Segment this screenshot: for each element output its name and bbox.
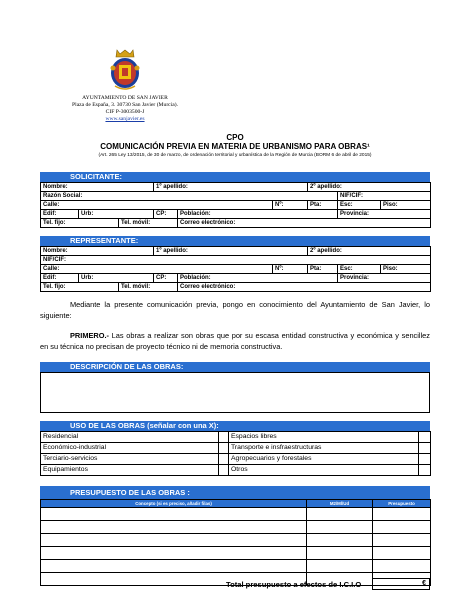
m2-cell[interactable] xyxy=(307,547,373,560)
solicitante-num-field[interactable]: Nº: xyxy=(273,201,308,210)
table-row xyxy=(41,547,431,560)
m2-cell[interactable] xyxy=(307,521,373,534)
representante-heading: REPRESENTANTE: xyxy=(40,236,430,246)
uso-option-economico-industrial: Económico-industrial xyxy=(41,443,219,454)
m2-cell[interactable] xyxy=(307,534,373,547)
primero-paragraph xyxy=(40,330,430,352)
uso-option-equipamientos: Equipamientos xyxy=(41,465,219,476)
representante-provincia-field[interactable]: Provincia: xyxy=(338,274,431,283)
table-row xyxy=(41,560,431,573)
representante-table xyxy=(40,246,431,292)
uso-option-transporte: Transporte e insfraestructuras xyxy=(229,443,419,454)
solicitante-esc-field[interactable]: Esc: xyxy=(338,201,381,210)
descripcion-textarea[interactable] xyxy=(40,372,430,413)
solicitante-pta-field[interactable]: Pta: xyxy=(308,201,338,210)
representante-apellido1-field[interactable]: 1º apellido: xyxy=(154,247,308,256)
primero-text: Las obras a realizar son obras que por su escasa entidad constructiva y económica y sencillez en su técnica no precisan de proyecto técnico ni de memoria constructiva. xyxy=(40,331,430,351)
presupuesto-cell[interactable] xyxy=(373,547,431,560)
org-website-link[interactable]: www.sanjavier.es xyxy=(105,116,145,122)
representante-tel-movil-field[interactable]: Tel. móvil: xyxy=(119,283,178,292)
m2-cell[interactable] xyxy=(307,560,373,573)
presupuesto-cell[interactable] xyxy=(373,521,431,534)
uso-checkbox-residencial[interactable] xyxy=(219,432,229,443)
solicitante-correo-field[interactable]: Correo electrónico: xyxy=(178,219,431,228)
uso-checkbox-transporte[interactable] xyxy=(419,443,431,454)
uso-option-otros: Otros xyxy=(229,465,419,476)
concepto-cell[interactable] xyxy=(41,560,307,573)
uso-checkbox-terciario[interactable] xyxy=(219,454,229,465)
solicitante-apellido1-field[interactable]: 1º apellido: xyxy=(154,183,308,192)
presupuesto-cell[interactable] xyxy=(373,560,431,573)
representante-nombre-field[interactable]: Nombre: xyxy=(41,247,154,256)
uso-option-espacios-libres: Espacios libres xyxy=(229,432,419,443)
presupuesto-heading: PRESUPUESTO DE LAS OBRAS : xyxy=(40,486,430,499)
representante-cp-field[interactable]: CP: xyxy=(154,274,178,283)
representante-piso-field[interactable]: Piso: xyxy=(381,265,431,274)
col-m2-header: M2/Ml/Ud xyxy=(307,500,373,508)
descripcion-heading: DESCRIPCIÓN DE LAS OBRAS: xyxy=(40,362,430,372)
euro-symbol: € xyxy=(422,580,426,587)
concepto-cell[interactable] xyxy=(41,508,307,521)
representante-esc-field[interactable]: Esc: xyxy=(338,265,381,274)
presupuesto-cell[interactable] xyxy=(373,508,431,521)
uso-table xyxy=(40,431,431,476)
solicitante-nombre-field[interactable]: Nombre: xyxy=(41,183,154,192)
form-code: CPO xyxy=(226,133,244,142)
representante-apellido2-field[interactable]: 2º apellido: xyxy=(308,247,431,256)
uso-checkbox-economico-industrial[interactable] xyxy=(219,443,229,454)
uso-checkbox-espacios-libres[interactable] xyxy=(419,432,431,443)
uso-checkbox-otros[interactable] xyxy=(419,465,431,476)
uso-heading: USO DE LAS OBRAS (señalar con una X): xyxy=(40,421,430,431)
solicitante-poblacion-field[interactable]: Población: xyxy=(178,210,338,219)
table-row xyxy=(41,521,431,534)
representante-correo-field[interactable]: Correo electrónico: xyxy=(178,283,431,292)
solicitante-piso-field[interactable]: Piso: xyxy=(381,201,431,210)
representante-edif-field[interactable]: Edif: xyxy=(41,274,79,283)
representante-nif-field[interactable]: NIF/CIF: xyxy=(41,256,431,265)
uso-option-agropecuarios: Agropecuarios y forestales xyxy=(229,454,419,465)
col-concepto-header: Concepto (si es preciso, añadir filas) xyxy=(41,500,307,508)
representante-pta-field[interactable]: Pta: xyxy=(308,265,338,274)
representante-urb-field[interactable]: Urb: xyxy=(79,274,154,283)
uso-checkbox-equipamientos[interactable] xyxy=(219,465,229,476)
solicitante-provincia-field[interactable]: Provincia: xyxy=(338,210,431,219)
m2-cell[interactable] xyxy=(307,508,373,521)
concepto-cell[interactable] xyxy=(41,534,307,547)
table-row xyxy=(41,508,431,521)
representante-calle-field[interactable]: Calle: xyxy=(41,265,273,274)
form-title: COMUNICACIÓN PREVIA EN MATERIA DE URBANISMO PARA OBRAS¹ xyxy=(100,142,370,151)
org-name: AYUNTAMIENTO DE SAN JAVIER xyxy=(82,95,168,101)
solicitante-calle-field[interactable]: Calle: xyxy=(41,201,273,210)
representante-poblacion-field[interactable]: Población: xyxy=(178,274,338,283)
primero-label: PRIMERO.- xyxy=(70,331,110,340)
col-presupuesto-header: Presupuesto xyxy=(373,500,431,508)
presupuesto-cell[interactable] xyxy=(373,534,431,547)
uso-checkbox-agropecuarios[interactable] xyxy=(419,454,431,465)
solicitante-apellido2-field[interactable]: 2º apellido: xyxy=(308,183,431,192)
table-row xyxy=(41,534,431,547)
municipal-seal-icon xyxy=(107,48,143,92)
solicitante-tel-movil-field[interactable]: Tel. móvil: xyxy=(119,219,178,228)
solicitante-urb-field[interactable]: Urb: xyxy=(79,210,154,219)
uso-option-terciario: Terciario-servicios xyxy=(41,454,219,465)
solicitante-tel-fijo-field[interactable]: Tel. fijo: xyxy=(41,219,119,228)
solicitante-edif-field[interactable]: Edif: xyxy=(41,210,79,219)
org-address: Plaza de España, 3. 30730 San Javier (Murcia). xyxy=(72,102,178,108)
uso-option-residencial: Residencial xyxy=(41,432,219,443)
representante-num-field[interactable]: Nº: xyxy=(273,265,308,274)
concepto-cell[interactable] xyxy=(41,521,307,534)
presupuesto-table xyxy=(40,499,431,586)
solicitante-heading: SOLICITANTE: xyxy=(40,172,430,182)
concepto-cell[interactable] xyxy=(41,547,307,560)
total-presupuesto-field[interactable] xyxy=(372,578,430,590)
solicitante-razon-social-field[interactable]: Razón Social: xyxy=(41,192,338,201)
intro-paragraph: Mediante la presente comunicación previa, pongo en conocimiento del Ayuntamiento de San Javier, lo siguiente: xyxy=(40,300,430,320)
form-legal-reference: (Art. 265 Ley 13/2015, de 30 de marzo, de ordenación territorial y urbanística de la Región de Murcia (BORM 6 de abril de 2015) xyxy=(98,153,372,158)
solicitante-table xyxy=(40,182,431,228)
solicitante-cp-field[interactable]: CP: xyxy=(154,210,178,219)
total-presupuesto-label: Total presupuesto a efectos de I.C.I.O xyxy=(226,580,362,589)
solicitante-nif-field[interactable]: NIF/CIF: xyxy=(338,192,431,201)
org-cif: CIF P-3003500-J xyxy=(105,109,145,115)
representante-tel-fijo-field[interactable]: Tel. fijo: xyxy=(41,283,119,292)
